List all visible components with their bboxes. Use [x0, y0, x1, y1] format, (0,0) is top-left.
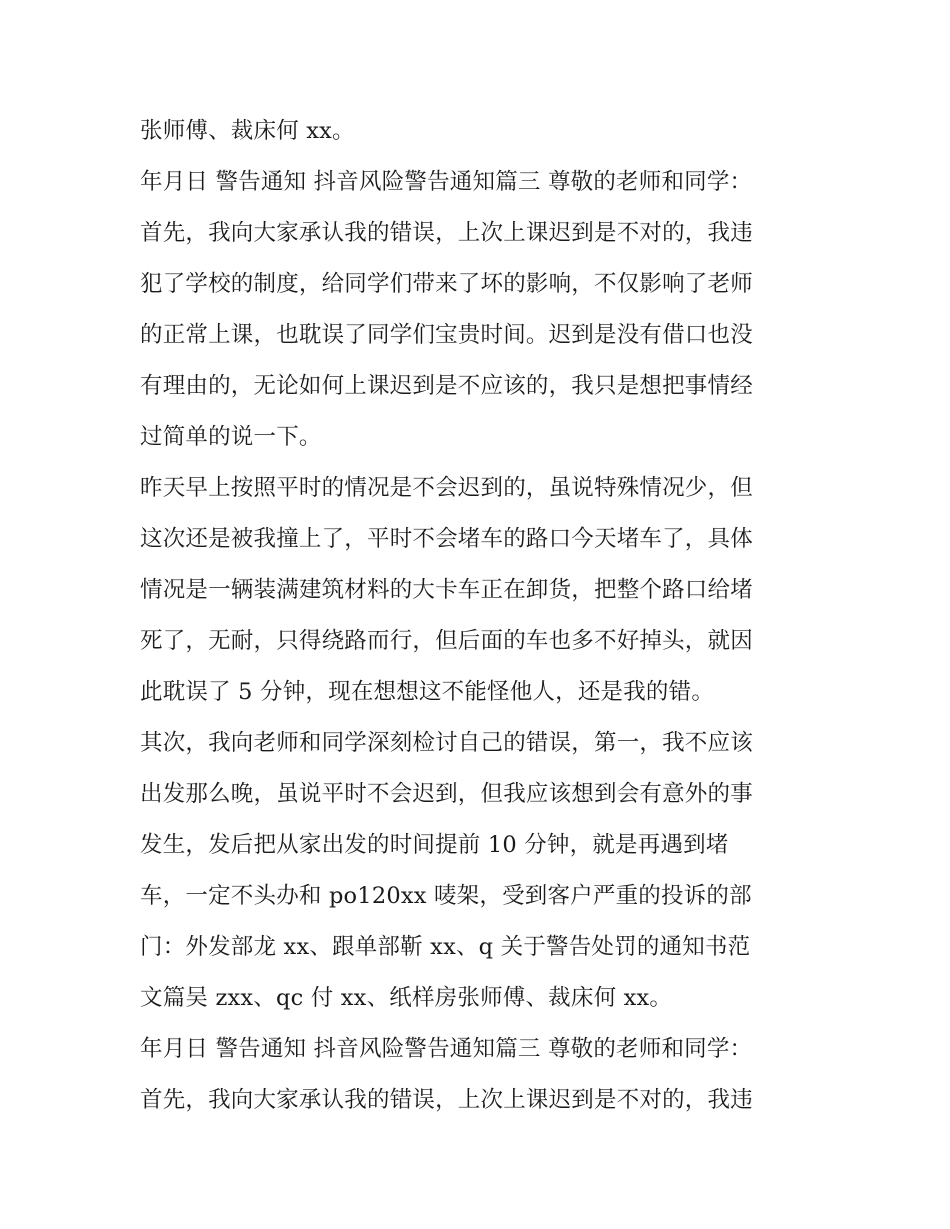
- text-line: 车，一定不头办和 po120xx 唛架，受到客户严重的投诉的部: [140, 883, 752, 909]
- text-line: 犯了学校的制度，给同学们带来了坏的影响，不仅影响了老师: [140, 271, 753, 297]
- document-body: [140, 106, 820, 1126]
- text-line: 张师傅、裁床何 xx。: [140, 118, 355, 144]
- text-line: 年月日 警告通知 抖音风险警告通知篇三 尊敬的老师和同学：: [140, 169, 753, 195]
- text-line: 此耽误了 5 分钟，现在想想这不能怪他人，还是我的错。: [140, 679, 715, 705]
- text-line: 首先，我向大家承认我的错误，上次上课迟到是不对的，我违: [140, 1087, 753, 1113]
- text-line: 过简单的说一下。: [140, 424, 322, 450]
- text-line: 年月日 警告通知 抖音风险警告通知篇三 尊敬的老师和同学：: [140, 1036, 753, 1062]
- text-line: 出发那么晚，虽说平时不会迟到，但我应该想到会有意外的事: [140, 781, 753, 807]
- text-line: 的正常上课，也耽误了同学们宝贵时间。迟到是没有借口也没: [140, 322, 753, 348]
- text-line: 死了，无耐，只得绕路而行，但后面的车也多不好掉头，就因: [140, 628, 753, 654]
- text-line: 文篇吴 zxx、qc 付 xx、纸样房张师傅、裁床何 xx。: [140, 985, 673, 1011]
- text-line: 其次，我向老师和同学深刻检讨自己的错误，第一，我不应该: [140, 730, 753, 756]
- text-line: 这次还是被我撞上了，平时不会堵车的路口今天堵车了，具体: [140, 526, 753, 552]
- text-line: 门：外发部龙 xx、跟单部靳 xx、q 关于警告处罚的通知书范: [140, 934, 751, 960]
- text-line: 发生，发后把从家出发的时间提前 10 分钟，就是再遇到堵: [140, 832, 729, 858]
- text-line: 首先，我向大家承认我的错误，上次上课迟到是不对的，我违: [140, 220, 753, 246]
- text-line: 有理由的，无论如何上课迟到是不应该的，我只是想把事情经: [140, 373, 753, 399]
- text-line: 昨天早上按照平时的情况是不会迟到的，虽说特殊情况少，但: [140, 475, 753, 501]
- text-line: 情况是一辆装满建筑材料的大卡车正在卸货，把整个路口给堵: [140, 577, 753, 603]
